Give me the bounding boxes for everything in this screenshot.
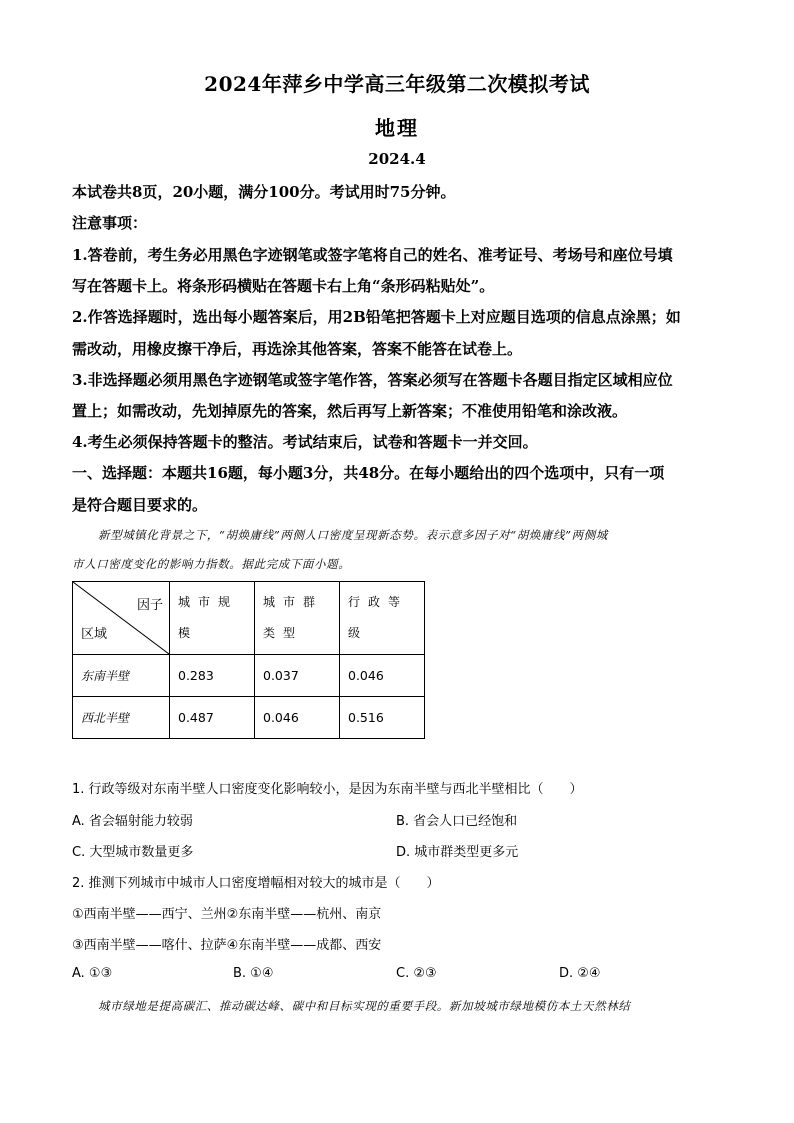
column-header: 行政等级 xyxy=(340,582,425,655)
table-row xyxy=(73,655,425,697)
table-cell: 0.046 xyxy=(340,655,425,697)
exam-summary: 本试卷共8页，20小题，满分100分。考试用时75分钟。 xyxy=(72,183,456,201)
row-region-label: 西北半壁 xyxy=(73,697,170,739)
question-2-option-c: C. ②③ xyxy=(396,966,437,981)
table-cell: 0.037 xyxy=(255,655,340,697)
table-cell: 0.487 xyxy=(170,697,255,739)
notice-item-3-line-2: 置上；如需改动，先划掉原先的答案，然后再写上新答案；不准使用铅笔和涂改液。 xyxy=(72,402,628,420)
column-header: 城市群类型 xyxy=(255,582,340,655)
table-cell: 0.283 xyxy=(170,655,255,697)
notice-heading: 注意事项： xyxy=(72,214,148,232)
notice-item-2-line-1: 2.作答选择题时，选出每小题答案后，用2B铅笔把答题卡上对应题目选项的信息点涂黑；如 xyxy=(72,308,681,326)
section-1-line-2: 是符合题目要求的。 xyxy=(72,496,208,514)
question-1-option-d: D. 城市群类型更多元 xyxy=(396,845,519,860)
question-1-option-b: B. 省会人口已经饱和 xyxy=(396,814,518,829)
subject-heading: 地理 xyxy=(375,116,419,140)
question-2-choices-line-2: ③西南半壁——喀什、拉萨④东南半壁——成都、西安 xyxy=(72,938,382,953)
table-corner-cell xyxy=(73,582,170,655)
notice-item-1-line-1: 1.答卷前，考生务必用黑色字迹钢笔或签字笔将自己的姓名、准考证号、考场号和座位号填 xyxy=(72,246,673,264)
diagonal-divider xyxy=(73,582,169,654)
passage-1-line-2: 市人口密度变化的影响力指数。据此完成下面小题。 xyxy=(72,557,351,571)
row-region-label: 东南半壁 xyxy=(73,655,170,697)
notice-item-2-line-2: 需改动，用橡皮擦干净后，再选涂其他答案，答案不能答在试卷上。 xyxy=(72,340,523,358)
exam-date: 2024.4 xyxy=(368,150,426,168)
question-1-option-a: A. 省会辐射能力较弱 xyxy=(72,814,193,829)
table-cell: 0.046 xyxy=(255,697,340,739)
factor-index-table xyxy=(72,581,425,739)
passage-2-line-1: 城市绿地是提高碳汇、推动碳达峰、碳中和目标实现的重要手段。新加坡城市绿地模仿本土天然林结 xyxy=(98,999,631,1013)
question-2-option-a: A. ①③ xyxy=(72,966,113,981)
table-cell: 0.516 xyxy=(340,697,425,739)
question-1-stem: 1. 行政等级对东南半壁人口密度变化影响较小，是因为东南半壁与西北半壁相比（ ） xyxy=(72,782,583,797)
table-row xyxy=(73,697,425,739)
table-header-row xyxy=(73,582,425,655)
question-2-stem: 2. 推测下列城市中城市人口密度增幅相对较大的城市是（ ） xyxy=(72,876,440,891)
corner-factor-label: 因子 xyxy=(136,598,163,613)
question-2-choices-line-1: ①西南半壁——西宁、兰州②东南半壁——杭州、南京 xyxy=(72,907,382,922)
corner-region-label: 区域 xyxy=(81,627,108,642)
notice-item-3-line-1: 3.非选择题必须用黑色字迹钢笔或签字笔作答，答案必须写在答题卡各题目指定区域相应位 xyxy=(72,371,673,389)
section-1-line-1: 一、选择题：本题共16题，每小题3分，共48分。在每小题给出的四个选项中，只有一项 xyxy=(72,464,665,482)
question-2-option-d: D. ②④ xyxy=(559,966,601,981)
passage-1-line-1: 新型城镇化背景之下，“胡焕庸线”两侧人口密度呈现新态势。表示意多因子对“胡焕庸线”两侧城 xyxy=(98,528,608,542)
notice-item-4: 4.考生必须保持答题卡的整洁。考试结束后，试卷和答题卡一并交回。 xyxy=(72,433,538,451)
question-2-option-b: B. ①④ xyxy=(233,966,274,981)
question-1-option-c: C. 大型城市数量更多 xyxy=(72,845,194,860)
column-header: 城市规模 xyxy=(170,582,255,655)
notice-item-1-line-2: 写在答题卡上。将条形码横贴在答题卡右上角“条形码粘贴处”。 xyxy=(72,277,495,295)
exam-title: 2024年萍乡中学高三年级第二次模拟考试 xyxy=(204,72,590,96)
